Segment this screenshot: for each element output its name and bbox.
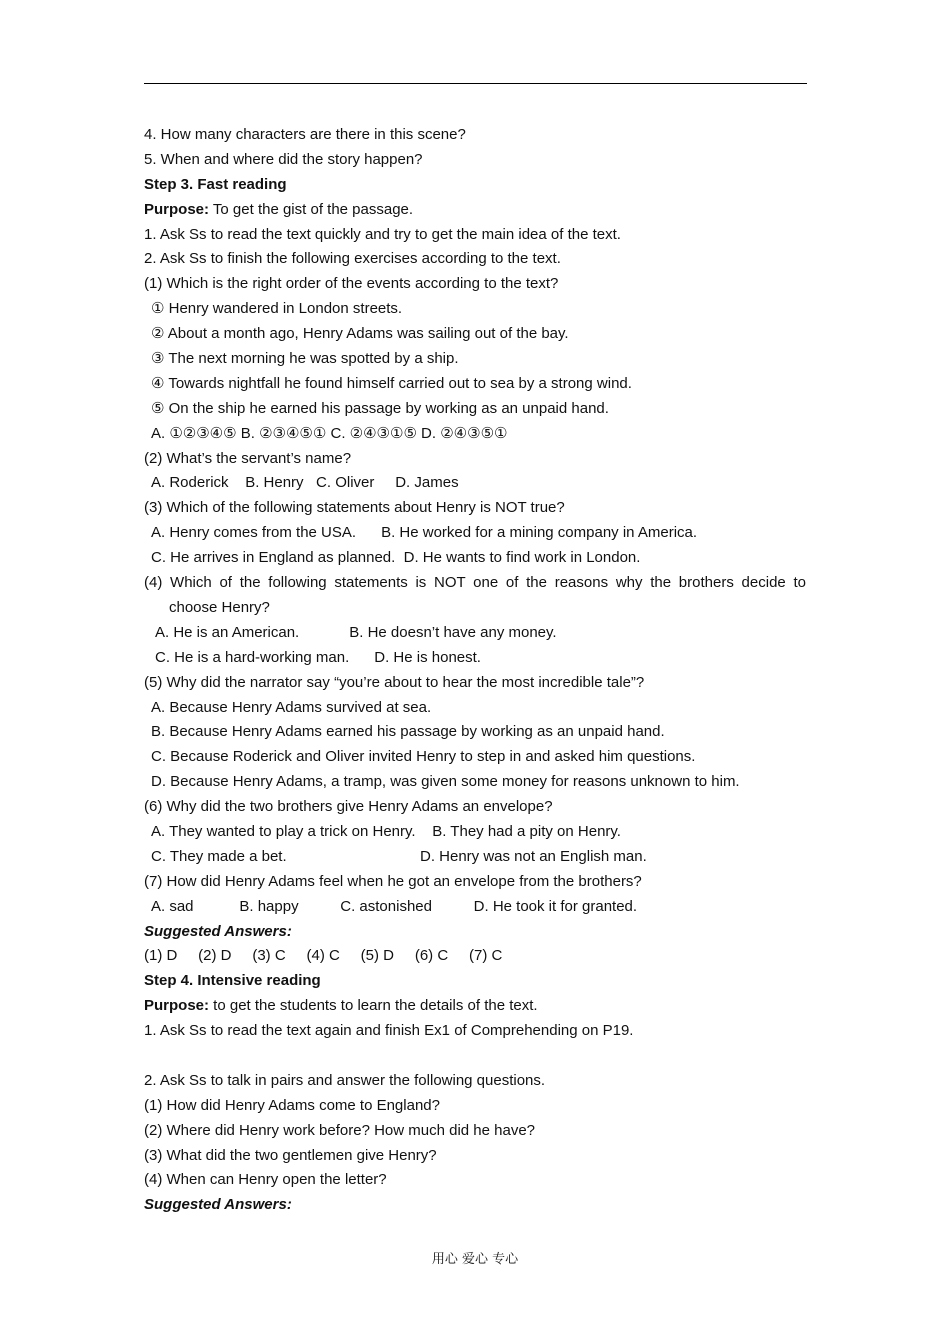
question: (1) Which is the right order of the events according to the text?: [144, 275, 559, 293]
answer-options: A. ①②③④⑤ B. ②③④⑤① C. ②④③①⑤ D. ②④③⑤①: [151, 424, 508, 442]
question: (3) Which of the following statements about Henry is NOT true?: [144, 499, 565, 517]
event-item: ④ Towards nightfall he found himself carried out to sea by a strong wind.: [151, 374, 632, 392]
blank-line: [144, 1044, 806, 1069]
answer-options: A. They wanted to play a trick on Henry. B. They had a pity on Henry.: [151, 822, 621, 840]
question: (1) How did Henry Adams come to England?: [144, 1096, 440, 1114]
question: (3) What did the two gentlemen give Henry?: [144, 1146, 437, 1164]
answer-option: B. Because Henry Adams earned his passage by working as an unpaid hand.: [151, 723, 665, 741]
suggested-answers-heading: Suggested Answers:: [144, 1196, 292, 1214]
section-heading: Step 3. Fast reading: [144, 175, 287, 193]
text-line: 1. Ask Ss to read the text again and finish Ex1 of Comprehending on P19.: [144, 1022, 634, 1040]
question: (4) Which of the following statements is NOT one of the reasons why the brothers decide to: [144, 574, 806, 592]
answer-options: C. He arrives in England as planned. D. He wants to find work in London.: [151, 549, 641, 567]
answer-key: (1) D (2) D (3) C (4) C (5) D (6) C (7) C: [144, 947, 503, 965]
question: (4) When can Henry open the letter?: [144, 1171, 387, 1189]
suggested-answers-heading: Suggested Answers:: [144, 922, 292, 940]
question: (7) How did Henry Adams feel when he got an envelope from the brothers?: [144, 872, 642, 890]
answer-options: A. He is an American. B. He doesn’t have any money.: [155, 623, 557, 641]
document-body: [144, 123, 806, 1218]
purpose-text: to get the students to learn the details of the text.: [209, 997, 538, 1015]
purpose-line: [144, 994, 806, 1019]
question: (2) Where did Henry work before? How much did he have?: [144, 1121, 536, 1139]
event-item: ⑤ On the ship he earned his passage by working as an unpaid hand.: [151, 399, 609, 417]
question: (6) Why did the two brothers give Henry Adams an envelope?: [144, 798, 553, 816]
page-footer: 用心 爱心 专心: [431, 1252, 519, 1267]
purpose-label: Purpose:: [144, 200, 210, 218]
event-item: ③ The next morning he was spotted by a ship.: [151, 350, 459, 368]
header-rule: [144, 83, 807, 84]
answer-option: A. Because Henry Adams survived at sea.: [151, 698, 432, 716]
section-heading: Step 4. Intensive reading: [144, 972, 321, 990]
purpose-text: To get the gist of the passage.: [209, 200, 414, 218]
purpose-label: Purpose:: [144, 997, 210, 1015]
answer-option: C. Because Roderick and Oliver invited Henry to step in and asked him questions.: [151, 748, 696, 766]
text-line: 4. How many characters are there in this scene?: [144, 126, 466, 143]
text-line: 2. Ask Ss to finish the following exercises according to the text.: [144, 250, 561, 268]
answer-options: A. Roderick B. Henry C. Oliver D. James: [151, 474, 459, 492]
answer-options: C. They made a bet. D. Henry was not an English man.: [151, 847, 647, 865]
event-item: ① Henry wandered in London streets.: [151, 300, 403, 318]
text-line: 5. When and where did the story happen?: [144, 150, 423, 168]
question: (5) Why did the narrator say “you’re about to hear the most incredible tale”?: [144, 673, 645, 691]
purpose-line: [144, 198, 806, 223]
event-item: ② About a month ago, Henry Adams was sailing out of the bay.: [151, 325, 569, 343]
question-continued: choose Henry?: [169, 598, 270, 616]
text-line: 1. Ask Ss to read the text quickly and try to get the main idea of the text.: [144, 225, 621, 243]
text-line: 2. Ask Ss to talk in pairs and answer the following questions.: [144, 1071, 546, 1089]
answer-option: D. Because Henry Adams, a tramp, was given some money for reasons unknown to him.: [151, 773, 740, 791]
answer-options: A. sad B. happy C. astonished D. He took it for granted.: [151, 897, 638, 915]
question: (2) What’s the servant’s name?: [144, 449, 352, 467]
answer-options: A. Henry comes from the USA. B. He worked for a mining company in America.: [151, 524, 698, 542]
answer-options: C. He is a hard-working man. D. He is honest.: [155, 648, 481, 666]
